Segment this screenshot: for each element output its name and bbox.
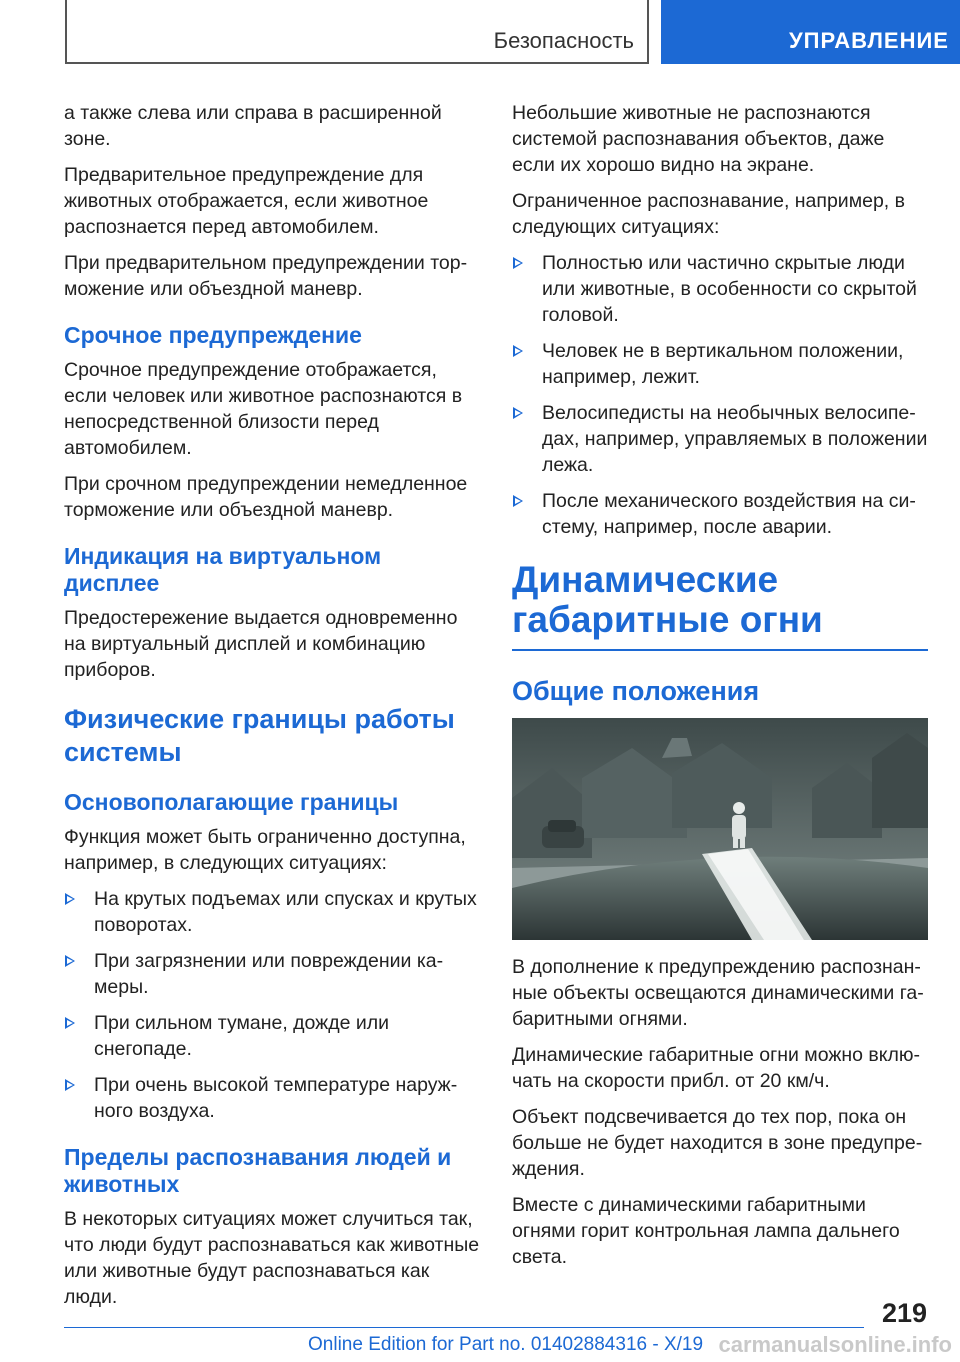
night-road-illustration xyxy=(512,718,928,940)
heading-urgent-warning: Срочное предупреждение xyxy=(64,322,362,348)
paragraph: а также слева или справа в расширенной зоне. xyxy=(64,102,442,150)
paragraph: Предварительное предупреждение для животных отображается, если животное распознается перед автомобилем. xyxy=(64,164,429,238)
paragraph: В дополнение к предупреждению распознанные объекты освещаются динамическими габаритными огнями. xyxy=(512,956,924,1030)
paragraph: Динамические габаритные огни можно включать на скорости прибл. от 20 км/ч. xyxy=(512,1044,921,1092)
triangle-bullet-icon xyxy=(513,407,523,419)
heading-general: Общие положения xyxy=(512,676,760,706)
header-section-title: Безопасность xyxy=(493,28,634,53)
list-item: Велосипедисты на необычных велосипедах, например, управляемых в положении лежа. xyxy=(512,400,928,478)
paragraph: Ограниченное распознавание, например, в следующих ситуациях: xyxy=(512,190,905,238)
triangle-bullet-icon xyxy=(65,1079,75,1091)
bullet-list xyxy=(64,886,480,1124)
paragraph: Функция может быть ограниченно доступна, например, в следующих ситуациях: xyxy=(64,826,466,874)
page-number: 219 xyxy=(881,1298,927,1328)
triangle-bullet-icon xyxy=(513,495,523,507)
list-item: На крутых подъемах или спусках и крутых поворотах. xyxy=(64,886,480,938)
heading-basic-limits: Основополагающие границы xyxy=(64,789,399,815)
list-item: При сильном тумане, дожде или снегопаде. xyxy=(64,1010,480,1062)
triangle-bullet-icon xyxy=(513,345,523,357)
triangle-bullet-icon xyxy=(65,893,75,905)
list-item: Человек не в вертикальном положении, например, лежит. xyxy=(512,338,928,390)
header-chapter-tab[interactable]: УПРАВЛЕНИЕ xyxy=(661,0,960,64)
list-item: При очень высокой температуре наружного воздуха. xyxy=(64,1072,480,1124)
triangle-bullet-icon xyxy=(513,257,523,269)
paragraph: При срочном предупреждении немедленное торможение или объездной маневр. xyxy=(64,473,468,521)
title-divider xyxy=(512,649,928,651)
heading-system-limits: Физические границы работы системы xyxy=(64,704,455,767)
list-item: Полностью или частично скрытые люди или животные, в особенности со скрытой головой. xyxy=(512,250,928,328)
footer-edition: Online Edition for Part no. 01402884316 - X/19 xyxy=(308,1334,704,1355)
paragraph: Объект подсвечивается до тех пор, пока он больше не будет находится в зоне предупреждения. xyxy=(512,1106,923,1180)
watermark: carmanualsonline.info xyxy=(718,1332,952,1357)
paragraph: Небольшие животные не распознаются системой распознавания объектов, даже если их хорошо видно на экране. xyxy=(512,102,885,176)
bullet-list xyxy=(512,250,928,540)
paragraph: Предостережение выдается одновременно на виртуальный дисплей и комбинацию приборов. xyxy=(64,607,458,681)
paragraph: В некоторых ситуациях может случиться так, что люди будут распознаваться как животные или животные будут распознаваться как люди. xyxy=(64,1208,480,1308)
right-column xyxy=(512,100,928,1280)
paragraph: Срочное предупреждение отображается, если человек или животное распознаются в непосредственной близости перед автомобилем. xyxy=(64,359,463,459)
paragraph: Вместе с динамическими габаритными огнями горит контрольная лампа дальнего света. xyxy=(512,1194,900,1268)
paragraph: При предварительном предупреждении торможение или объездной маневр. xyxy=(64,252,468,300)
heading-recognition-limits: Пределы распознавания людей и животных xyxy=(64,1144,452,1197)
chapter-title: Динамические габаритные огни xyxy=(512,559,823,640)
heading-virtual-display: Индикация на виртуальном дисплее xyxy=(64,543,382,596)
triangle-bullet-icon xyxy=(65,955,75,967)
left-column xyxy=(64,100,480,1320)
list-item: При загрязнении или повреждении камеры. xyxy=(64,948,480,1000)
footer-divider xyxy=(64,1327,864,1328)
list-item: После механического воздействия на систему, например, после аварии. xyxy=(512,488,928,540)
triangle-bullet-icon xyxy=(65,1017,75,1029)
